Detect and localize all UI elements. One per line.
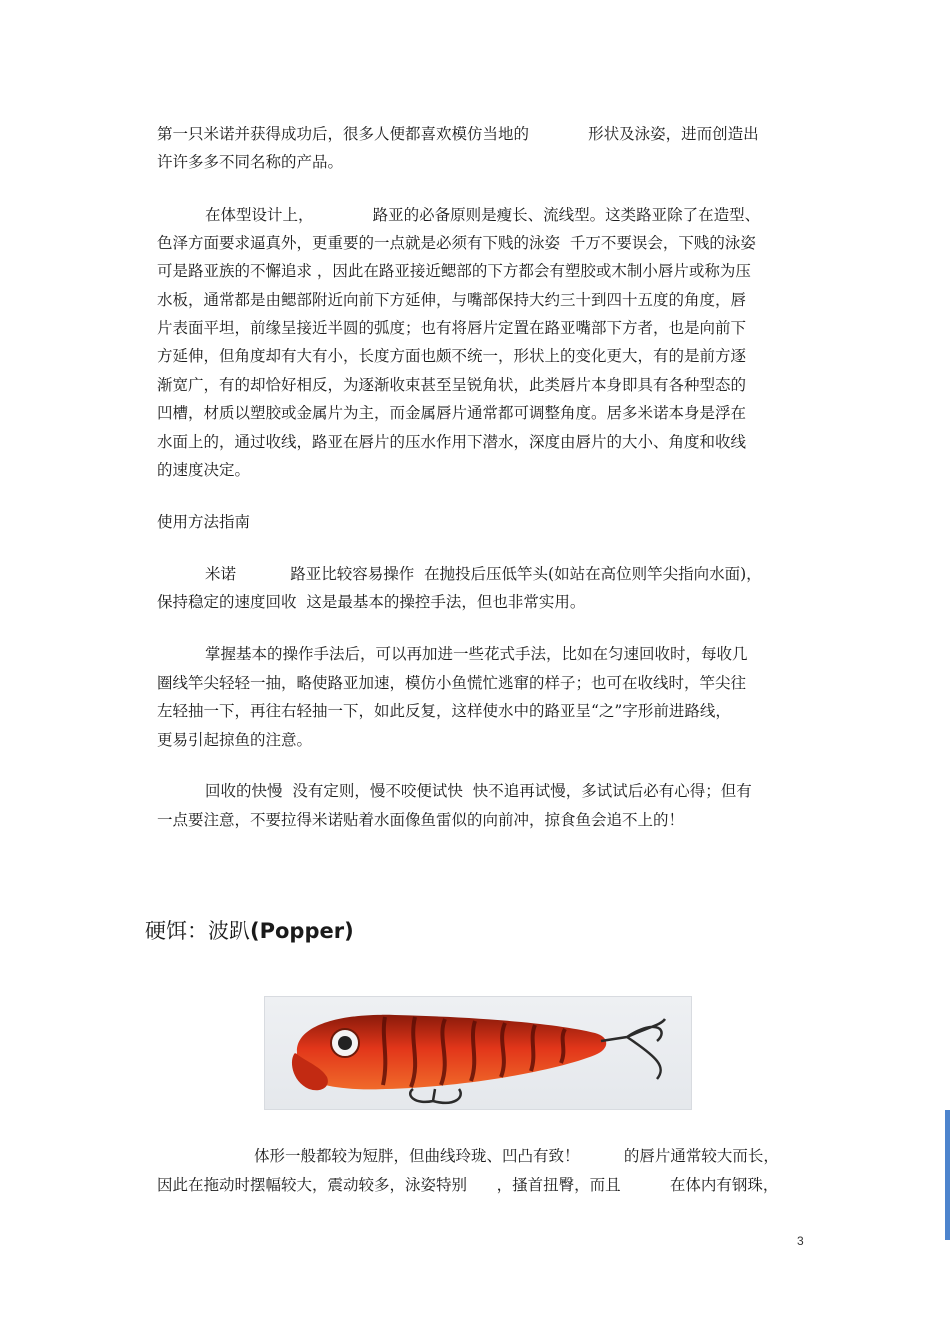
paragraph-2-line-2: 色泽方面要求逼真外，更重要的一点就是必须有下贱的泳姿 千万不要误会，下贱的泳姿 — [157, 234, 756, 252]
paragraph-2-line-1: 在体型设计上， 路亚的必备原则是瘦长、流线型。这类路亚除了在造型、 — [205, 206, 761, 224]
paragraph-2-line-6: 方延伸，但角度却有大有小，长度方面也颇不统一，形状上的变化更大，有的是前方逐 — [157, 347, 747, 365]
paragraph-2-line-7: 渐宽广，有的却恰好相反，为逐渐收束甚至呈锐角状，此类唇片本身即具有各种型态的 — [157, 376, 747, 394]
paragraph-5-line-3: 左轻抽一下，再往右轻抽一下，如此反复，这样使水中的路亚呈“之”字形前进路线， — [157, 702, 731, 720]
paragraph-4-line-1: 米诺 路亚比较容易操作 在抛投后压低竿头(如站在高位则竿尖指向水面)， — [205, 565, 762, 583]
paragraph-6-line-1: 回收的快慢 没有定则，慢不咬便试快 快不追再试慢，多试试后必有心得；但有 — [205, 782, 752, 800]
heading-prefix: 硬饵：波趴 — [145, 919, 250, 943]
paragraph-2-line-4: 水板，通常都是由鳃部附近向前下方延伸，与嘴部保持大约三十到四十五度的角度，唇 — [157, 291, 747, 309]
edge-decoration — [945, 1110, 950, 1240]
popper-lure-illustration — [265, 997, 691, 1109]
paragraph-2-line-5: 片表面平坦，前缘呈接近半圆的弧度；也有将唇片定置在路亚嘴部下方者，也是向前下 — [157, 319, 747, 337]
page-number: 3 — [797, 1234, 804, 1248]
paragraph-1-line-2: 许许多多不同名称的产品。 — [157, 153, 344, 171]
paragraph-2-line-8: 凹槽，材质以塑胶或金属片为主，而金属唇片通常都可调整角度。居多米诺本身是浮在 — [157, 404, 747, 422]
section-heading-popper — [145, 915, 354, 945]
paragraph-5-line-1: 掌握基本的操作手法后，可以再加进一些花式手法，比如在匀速回收时，每收几 — [205, 645, 748, 663]
paragraph-4-line-2: 保持稳定的速度回收 这是最基本的操控手法，但也非常实用。 — [157, 593, 586, 611]
paragraph-1-line-1: 第一只米诺并获得成功后，很多人便都喜欢模仿当地的 形状及泳姿，进而创造出 — [157, 125, 759, 143]
paragraph-2-line-9: 水面上的，通过收线，路亚在唇片的压水作用下潜水，深度由唇片的大小、角度和收线 — [157, 433, 747, 451]
paragraph-5-line-4: 更易引起掠鱼的注意。 — [157, 731, 313, 749]
paragraph-7-line-1: 体形一般都较为短胖，但曲线玲珑、凹凸有致！ 的唇片通常较大而长， — [254, 1147, 779, 1165]
heading-english: (Popper) — [250, 919, 354, 943]
paragraph-5-line-2: 圈线竿尖轻轻一抽，略使路亚加速，模仿小鱼慌忙逃窜的样子；也可在收线时，竿尖往 — [157, 674, 747, 692]
lure-eye-pupil — [338, 1036, 352, 1050]
belly-hook — [410, 1089, 461, 1103]
paragraph-2-line-10: 的速度决定。 — [157, 461, 251, 479]
tail-hook — [601, 1019, 665, 1079]
paragraph-2-line-3: 可是路亚族的不懈追求 ，因此在路亚接近鳃部的下方都会有塑胶或木制小唇片或称为压 — [157, 262, 751, 280]
popper-lure-image — [264, 996, 692, 1110]
paragraph-7-line-2: 因此在拖动时摆幅较大，震动较多，泳姿特别 ，搔首扭臀，而且 在体内有钢珠， — [157, 1176, 779, 1194]
section-label-usage-guide: 使用方法指南 — [157, 513, 251, 531]
paragraph-6-line-2: 一点要注意，不要拉得米诺贴着水面像鱼雷似的向前冲，掠食鱼会追不上的！ — [157, 811, 685, 829]
